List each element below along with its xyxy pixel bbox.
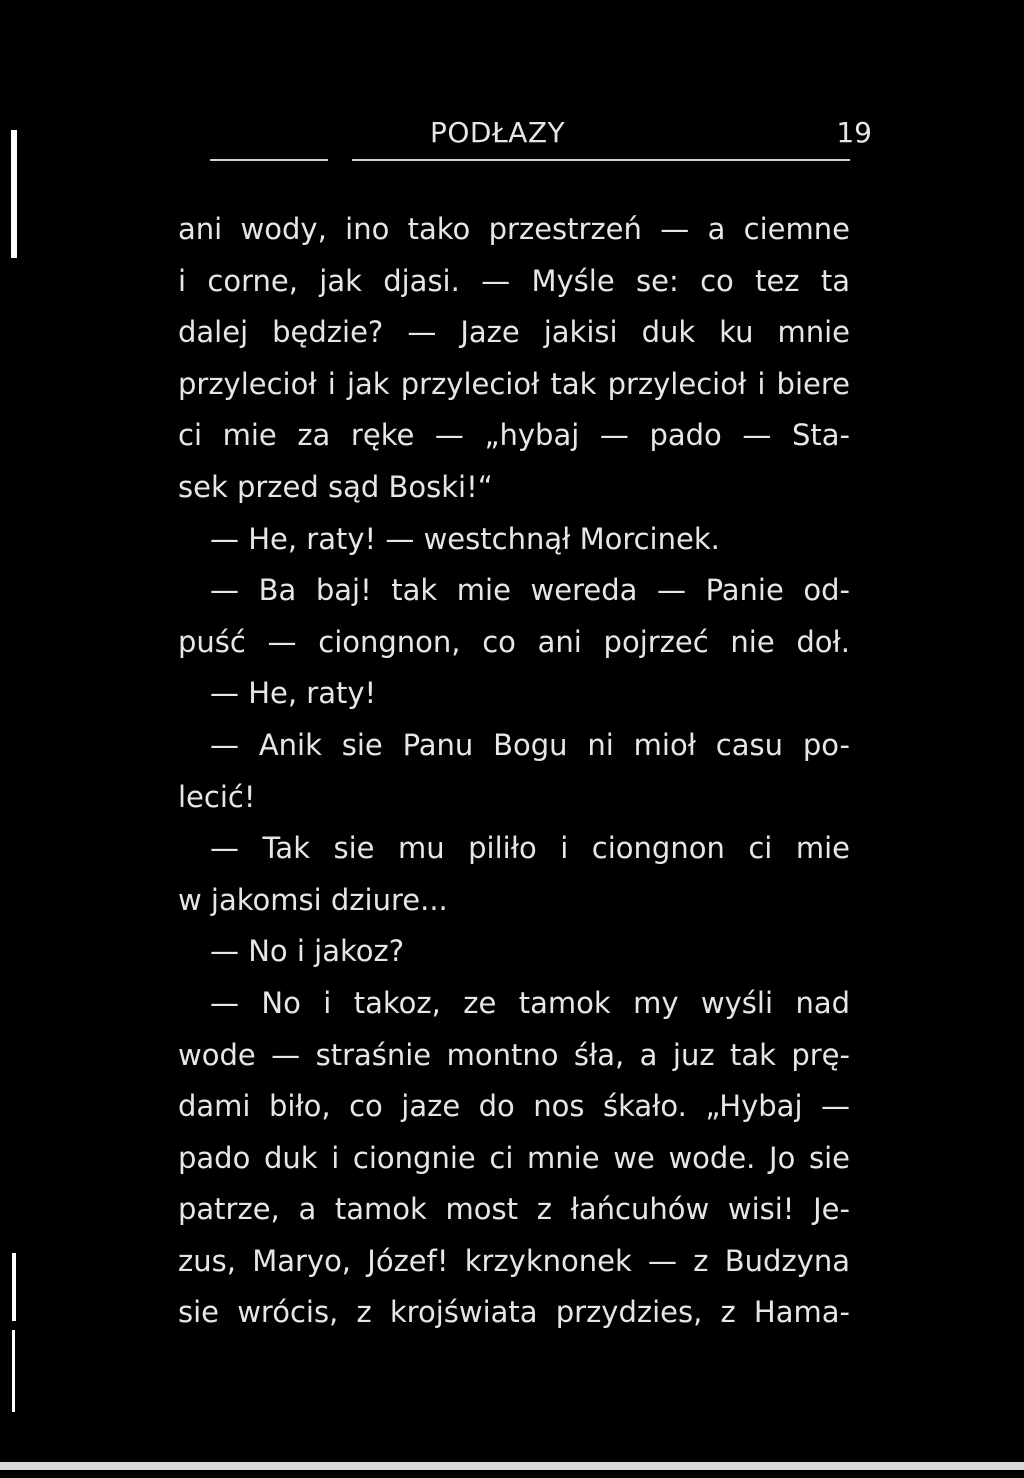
- text-line: i corne, jak djasi. — Myśle se: co tez ta: [178, 263, 850, 298]
- page-number: 19: [836, 116, 872, 149]
- text-line: sek przed sąd Boski!“: [178, 469, 493, 504]
- text-line: — No i jakoz?: [210, 934, 405, 969]
- scan-edge-mark: [11, 130, 17, 258]
- text-line: dalej będzie? — Jaze jakisi duk ku mnie: [178, 315, 850, 350]
- text-line: przylecioł i jak przylecioł tak przylecioł i biere: [178, 366, 850, 401]
- text-line: — Anik sie Panu Bogu ni mioł casu po-: [210, 727, 850, 762]
- body-text: [178, 204, 850, 1339]
- text-line: dami biło, co jaze do nos śkało. „Hybaj —: [178, 1089, 850, 1124]
- text-line: ci mie za ręke — „hybaj — pado — Sta-: [178, 418, 850, 453]
- text-line: — Tak sie mu piliło i ciongnon ci mie: [210, 831, 850, 866]
- text-line: patrze, a tamok most z łańcuhów wisi! Je-: [178, 1192, 850, 1227]
- text-line: — He, raty! — westchnął Morcinek.: [210, 521, 720, 556]
- text-line: puść — ciongnon, co ani pojrzeć nie doł.: [178, 624, 850, 659]
- text-line: zus, Maryo, Józef! krzyknonek — z Budzyna: [178, 1243, 850, 1278]
- text-line: ani wody, ino tako przestrzeń — a ciemne: [178, 212, 850, 246]
- text-line: — No i takoz, ze tamok my wyśli nad: [210, 985, 850, 1020]
- text-line: — Ba baj! tak mie wereda — Panie od-: [210, 573, 850, 608]
- text-line: wode — straśnie montno śła, a juz tak prę-: [178, 1037, 850, 1072]
- text-line: sie wrócis, z krojświata przydzies, z Hama-: [178, 1295, 850, 1330]
- text-line: — He, raty!: [210, 676, 377, 711]
- scan-bottom-edge: [0, 1462, 1024, 1470]
- text-line: pado duk i ciongnie ci mnie we wode. Jo sie: [178, 1140, 850, 1175]
- header-rule-right: [352, 159, 850, 161]
- scan-edge-mark: [12, 1253, 16, 1321]
- scan-edge-mark: [12, 1330, 15, 1412]
- text-line: lecić!: [178, 779, 256, 814]
- running-header-title: PODŁAZY: [430, 116, 566, 149]
- text-line: w jakomsi dziure...: [178, 882, 448, 917]
- header-rule-left: [210, 159, 328, 161]
